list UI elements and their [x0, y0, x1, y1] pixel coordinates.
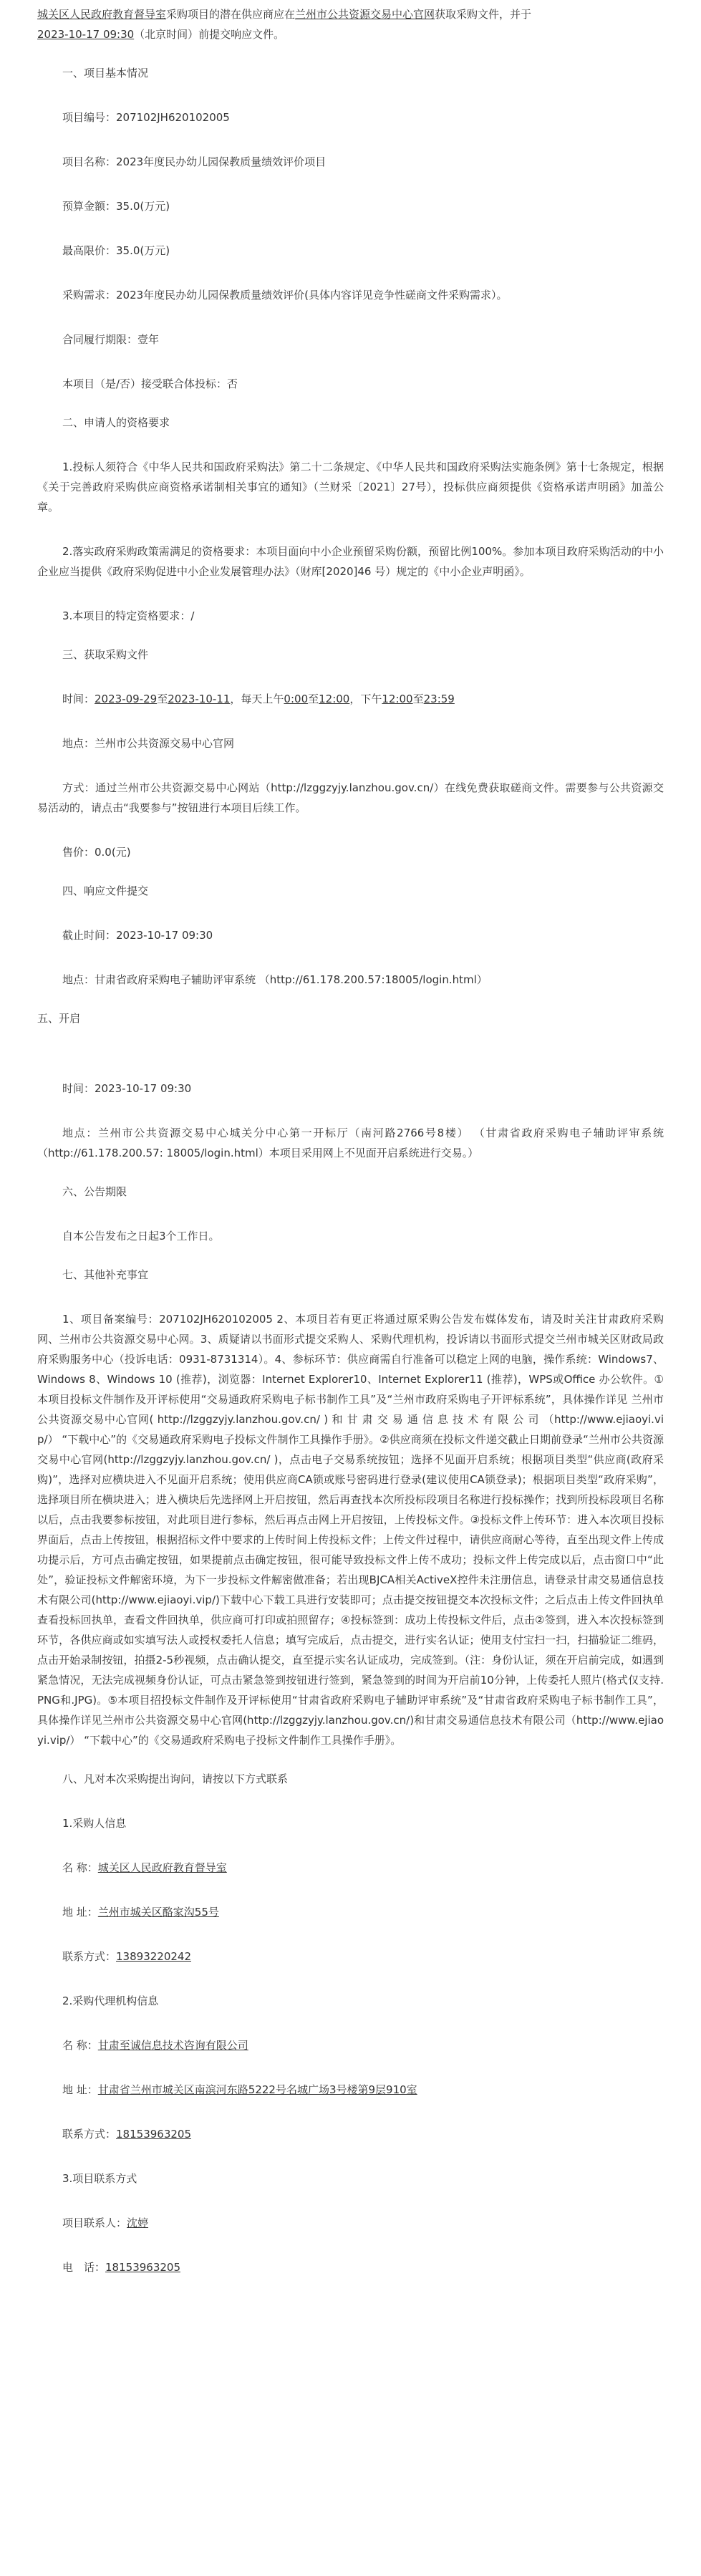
end-date[interactable]: 2023-10-11	[168, 693, 231, 705]
section-title-period: 六、公告期限	[62, 1185, 127, 1198]
am-start[interactable]: 0:00	[284, 693, 309, 705]
agent-phone-row	[37, 2124, 664, 2144]
submit-deadline: 截止时间：2023-10-17 09:30	[62, 929, 213, 942]
budget: 预算金额：35.0(万元)	[62, 200, 170, 213]
agent-addr-row	[37, 2080, 664, 2100]
to-text: 至	[157, 693, 168, 705]
time-label: 时间：	[62, 693, 95, 705]
pm-end[interactable]: 23:59	[423, 693, 455, 705]
qualification-1: 1.投标人须符合《中华人民共和国政府采购法》第二十二条规定、《中华人民共和国政府采购法实施条例》第十七条规定，根据《关于完善政府采购供应商资格承诺制相关事宜的通知》（兰财采〔2021〕27号），投标供应商须提供《资格承诺声明函》加盖公章。	[37, 460, 664, 513]
intro-text: （北京时间）前提交响应文件。	[134, 28, 285, 41]
buyer-addr-value[interactable]: 兰州市城关区酪家沟55号	[97, 1906, 219, 1919]
buyer-name-value[interactable]: 城关区人民政府教育督导室	[97, 1861, 227, 1874]
obtain-method: 方式：通过兰州市公共资源交易中心网站（http://lzggzyjy.lanzhou.gov.cn/）在线免费获取磋商文件。需要参与公共资源交易活动的，请点击“我要参与”按钮进行本项目后续工作。	[37, 781, 664, 814]
open-time: 时间：2023-10-17 09:30	[62, 1082, 192, 1095]
section-title-submit: 四、响应文件提交	[62, 884, 149, 897]
contact-person-row	[37, 2213, 664, 2233]
procurement-need: 采购需求：2023年度民办幼儿园保教质量绩效评价(具体内容详见竞争性磋商文件采购需求）。	[62, 289, 508, 302]
open-place: 地点：兰州市公共资源交易中心城关分中心第一开标厅（南河路2766号8楼） （甘肃省政府采购电子辅助评审系统（http://61.178.200.57: 18005/login.html）本项目采用网上不见面开启系统进行交易。）	[37, 1127, 664, 1159]
label: 联系方式：	[62, 1950, 117, 1963]
qualification-2: 2.落实政府采购政策需满足的资格要求：本项目面向中小企业预留采购份额，预留比例100%。参加本项目政府采购活动的中小企业应当提供《政府采购促进中小企业发展管理办法》（财库[2020]46 号）规定的《中小企业声明函》。	[37, 545, 664, 578]
label: 名 称：	[62, 1861, 98, 1874]
period-text: 自本公告发布之日起3个工作日。	[62, 1230, 220, 1243]
pm-start[interactable]: 12:00	[382, 693, 413, 705]
intro-paragraph	[37, 4, 664, 44]
agent-name-value[interactable]: 甘肃至诚信息技术咨询有限公司	[97, 2039, 248, 2052]
label: 电 话：	[62, 2261, 106, 2274]
place-link[interactable]: 兰州市公共资源交易中心官网	[295, 8, 435, 21]
section-title-contact: 八、凡对本次采购提出询问，请按以下方式联系	[62, 1772, 289, 1785]
am-end[interactable]: 12:00	[319, 693, 350, 705]
contact-info-title: 3.项目联系方式	[62, 2172, 137, 2185]
agent-phone-value[interactable]: 18153963205	[116, 2128, 191, 2141]
to-text: 至	[412, 693, 424, 705]
section-title-qualification: 二、申请人的资格要求	[62, 416, 170, 429]
section-title-basic: 一、项目基本情况	[62, 67, 149, 79]
obtain-price: 售价：0.0(元)	[62, 846, 131, 859]
agent-name-row	[37, 2035, 664, 2055]
obtain-time	[37, 689, 664, 709]
section-title-other: 七、其他补充事宜	[62, 1268, 149, 1281]
buyer-addr-row	[37, 1902, 664, 1922]
intro-text: 采购项目的潜在供应商应在	[166, 8, 296, 21]
contract-period: 合同履行期限：壹年	[62, 333, 160, 346]
label: 联系方式：	[62, 2128, 117, 2141]
contact-phone-value[interactable]: 18153963205	[105, 2261, 180, 2274]
submit-place: 地点：甘肃省政府采购电子辅助评审系统 （http://61.178.200.57:18005/login.html）	[62, 973, 488, 986]
to-text: 至	[308, 693, 319, 705]
buyer-info-title: 1.采购人信息	[62, 1817, 127, 1830]
buyer-phone-value[interactable]: 13893220242	[116, 1950, 191, 1963]
intro-text: 获取采购文件，并于	[435, 8, 532, 21]
label: 地 址：	[62, 2083, 98, 2096]
buyer-name-row	[37, 1858, 664, 1878]
agent-info-title: 2.采购代理机构信息	[62, 1994, 159, 2007]
pm-text: ，下午	[349, 693, 382, 705]
joint-bid: 本项目（是/否）接受联合体投标：否	[62, 377, 238, 390]
project-name: 项目名称：2023年度民办幼儿园保教质量绩效评价项目	[62, 155, 327, 168]
project-number: 项目编号：207102JH620102005	[62, 111, 230, 124]
buyer-phone-row	[37, 1947, 664, 1967]
label: 项目联系人：	[62, 2216, 127, 2229]
contact-phone-row	[37, 2257, 664, 2277]
daily-text: ，每天上午	[230, 693, 284, 705]
start-date[interactable]: 2023-09-29	[95, 693, 158, 705]
section-title-obtain: 三、获取采购文件	[62, 648, 149, 661]
other-text: 1、项目备案编号：207102JH620102005 2、本项目若有更正将通过原采购公告发布媒体发布，请及时关注甘肃政府采购网、兰州市公共资源交易中心网。3、质疑请以书面形式提交采购人、采购代理机构，投诉请以书面形式提交兰州市城关区财政局政府采购服务中心（投诉电话：0931-8731314）。4、参标环节：供应商需自行准备可以稳定上网的电脑，操作系统：Windows7、Windows 8、Windows 10 (推荐)，浏览器：Internet Explorer10、Internet Explorer11 (推荐)，WPS或Office 办公软件。①本项目投标文件制作及开评标使用“交易通政府采购电子标书制作工具”及“兰州市政府采购电子开评标系统”，具体操作详见 兰州市公共资源交易中心官网( http://lzggzyjy.lanzhou.gov.cn/ ) 和 甘 肃 交 易 通 信 息 技 术 有 限 公 司 （http://www.ejiaoyi.vip/） “下载中心”的《交易通政府采购电子投标文件制作工具操作手册》。②供应商须在投标文件递交截止日期前登录“兰州市公共资源交易中心官网(http://lzggzyjy.lanzhou.gov.cn/ )，点击电子交易系统按钮；选择不见面开启系统；根据项目类型“供应商(政府采购)”，选择对应横块进入不见面开启系统；使用供应商CA锁或账号密码进行登录(建议使用CA锁登录)；根据项目类型“政府采购”，选择项目所在横块进入；进入横块后先选择网上开启按钮，然后再查找本次所投标段项目名称进行投标操作；找到所投标段项目名称以后，点击我要参标按钮，对此项目进行参标，然后再点击网上开启按钮，上传投标文件。③投标文件上传环节：进入本次项目投标界面后，点击上传按钮，根据招标文件中要求的上传时间上传投标文件；上传文件过程中，请供应商耐心等待，直至出现文件上传成功提示后，方可点击确定按钮，如果提前点击确定按钮，很可能导致投标文件上传不成功；投标文件上传完成以后，点击窗口中“此处”，验证投标文件解密环境，为下一步投标文件解密做准备；若出现BJCA相关ActiveX控件未注册信息，请登录甘肃交易通信息技术有限公司(http://www.ejiaoyi.vip/)下载中心下载工具进行安装即可；点击提交按钮提交本次投标文件；之后点击上传文件回执单查看投标回执单，查看文件回执单，供应商可打印或拍照留存；④投标签到：成功上传投标文件后，点击②签到，进入本次投标签到环节，各供应商或如实填写法人或授权委托人信息；填写完成后，点击提交，进行实名认证；使用支付宝扫一扫，扫描验证二维码，点击开始录制按钮，拍摄2-5秒视频，点击确认提交，直至提示实名认证成功，完成签到。（注：身份认证，须在开启前完成，如遇到紧急情况，无法完成视频身份认证，可点击紧急签到按钮进行签到，紧急签到的时间为开启前10分钟，上传委托人照片(格式仅支持.PNG和.JPG)。⑤本项目招投标文件制作及开评标使用“甘肃省政府采购电子辅助评审系统”及“甘肃省政府采购电子标书制作工具”，具体操作详见兰州市公共资源交易中心官网(http://lzggzyjy.lanzhou.gov.cn/)和甘肃交易通信息技术有限公司（http://www.ejiaoyi.vip/） “下载中心”的《交易通政府采购电子投标文件制作工具操作手册》。	[37, 1313, 664, 1747]
obtain-place: 地点：兰州市公共资源交易中心官网	[62, 737, 235, 750]
contact-person-value[interactable]: 沈婷	[127, 2216, 149, 2229]
section-title-open: 五、开启	[37, 1012, 81, 1025]
max-price: 最高限价：35.0(万元)	[62, 244, 170, 257]
label: 名 称：	[62, 2039, 98, 2052]
deadline-link[interactable]: 2023-10-17 09:30	[37, 28, 135, 41]
agent-addr-value[interactable]: 甘肃省兰州市城关区南滨河东路5222号名城广场3号楼第9层910室	[97, 2083, 417, 2096]
label: 地 址：	[62, 1906, 98, 1919]
qualification-3: 3.本项目的特定资格要求：/	[62, 609, 195, 622]
buyer-name-link[interactable]: 城关区人民政府教育督导室	[37, 8, 167, 21]
